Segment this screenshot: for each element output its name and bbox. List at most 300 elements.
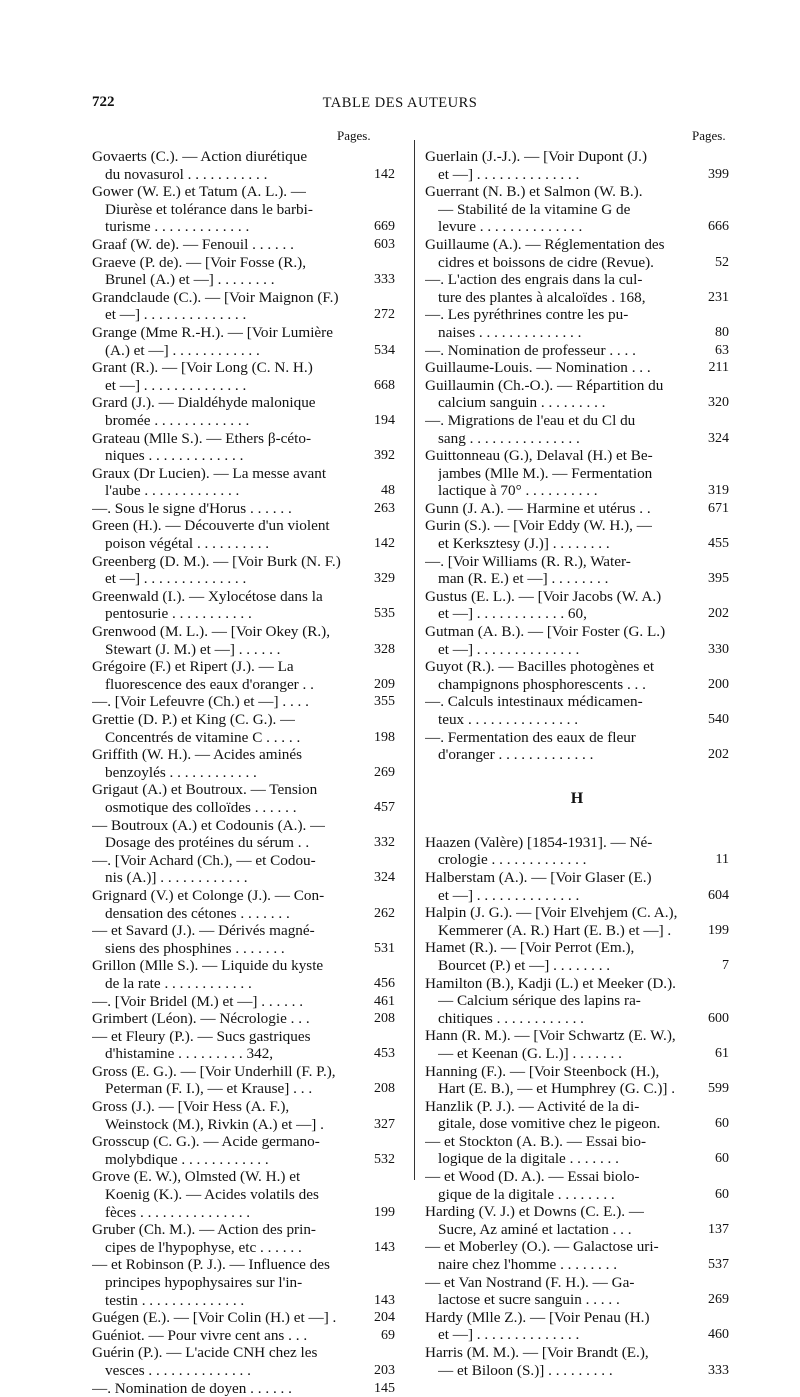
index-line (92, 289, 395, 307)
index-page-ref: 604 (708, 887, 729, 903)
index-entry-text: Grosscup (C. G.). — Acide germano- (92, 1133, 320, 1151)
index-entry-text: Grandclaude (C.). — [Voir Maignon (F.) (92, 288, 339, 306)
index-page-ref (389, 465, 395, 483)
index-line (425, 746, 729, 764)
index-page-ref (389, 1256, 395, 1274)
index-line (92, 1204, 395, 1222)
index-line (92, 482, 395, 500)
index-line (92, 166, 395, 184)
index-page-ref (389, 1063, 395, 1081)
index-entry-text: du novasurol . . . . . . . . . . . (105, 165, 268, 183)
index-entry-text: sang . . . . . . . . . . . . . . . (438, 429, 580, 447)
index-entry-text: chitiques . . . . . . . . . . . . (438, 1009, 584, 1027)
index-line (92, 905, 395, 923)
index-line (92, 1327, 395, 1345)
index-line (425, 1115, 729, 1133)
index-page-ref: 7 (722, 957, 729, 973)
index-line (92, 887, 395, 905)
index-page-ref (723, 1133, 729, 1151)
index-entry-text: Grégoire (F.) et Ripert (J.). — La (92, 658, 294, 676)
index-page-ref: 534 (374, 342, 395, 358)
index-page-ref: 209 (374, 676, 395, 692)
index-entry-text: Kemmerer (A. R.) Hart (E. B.) et —] . (438, 921, 672, 939)
index-line (92, 869, 395, 887)
index-line (425, 482, 729, 500)
index-page-ref (389, 887, 395, 905)
index-line (92, 412, 395, 430)
index-page-ref (389, 746, 395, 764)
index-entry-text: — Calcium sérique des lapins ra- (438, 992, 641, 1010)
index-line (92, 218, 395, 236)
index-entry-text: Greenberg (D. M.). — [Voir Burk (N. F.) (92, 552, 341, 570)
index-page-ref: 328 (374, 641, 395, 657)
index-entry-text: gitale, dose vomitive chez le pigeon. (438, 1115, 661, 1133)
index-page-ref: 333 (374, 272, 395, 288)
index-line (92, 1380, 395, 1397)
index-page-ref (389, 922, 395, 940)
index-line (425, 430, 729, 448)
index-entry-text: de la rate . . . . . . . . . . . . (105, 974, 252, 992)
index-line (92, 1080, 395, 1098)
index-page-ref: 461 (374, 993, 395, 1009)
index-entry-text: Grant (R.). — [Voir Long (C. N. H.) (92, 359, 313, 377)
index-page-ref (389, 1344, 395, 1362)
index-page-ref: 48 (381, 483, 395, 499)
index-page-ref (723, 236, 729, 254)
index-line (92, 1362, 395, 1380)
index-entry-text: Koenig (K.). — Acides volatils des (105, 1186, 319, 1204)
index-line (425, 342, 729, 360)
index-line (425, 517, 729, 535)
index-entry-text: Sucre, Az aminé et lactation . . . (438, 1220, 632, 1238)
index-entry-text: — et Stockton (A. B.). — Essai bio- (425, 1132, 647, 1150)
index-entry-text: osmotique des colloïdes . . . . . . (105, 798, 297, 816)
index-entry-text: Guyot (R.). — Bacilles photogènes et (425, 658, 655, 676)
index-entry-text: bromée . . . . . . . . . . . . . (105, 411, 250, 429)
pages-label-right: Pages. (692, 128, 726, 143)
index-page-ref (389, 201, 395, 219)
index-entry-text: nis (A.)] . . . . . . . . . . . . (105, 869, 248, 887)
index-entry-text: —. Fermentation des eaux de fleur (425, 728, 636, 746)
index-page-ref (389, 183, 395, 201)
index-line (92, 940, 395, 958)
index-page-ref: 143 (374, 1292, 395, 1308)
index-line (425, 535, 729, 553)
index-entry-text: Gruber (Ch. M.). — Action des prin- (92, 1221, 316, 1239)
index-entry-text: Guillaume (A.). — Réglementation des (425, 235, 665, 253)
index-line (92, 993, 395, 1011)
index-page-ref: 137 (708, 1221, 729, 1237)
index-entry-text: et Kerksztesy (J.)] . . . . . . . . (438, 535, 610, 553)
index-entry-text: ture des plantes à alcaloïdes . 168, (438, 288, 646, 306)
right-column (425, 148, 729, 1379)
index-line (425, 148, 729, 166)
index-entry-text: Hann (R. M.). — [Voir Schwartz (E. W.), (425, 1027, 676, 1045)
index-line (92, 1045, 395, 1063)
index-page-ref: 231 (708, 289, 729, 305)
index-line (92, 781, 395, 799)
index-entry-text: fèces . . . . . . . . . . . . . . . (105, 1203, 251, 1221)
index-line (92, 641, 395, 659)
index-page-ref: 603 (374, 236, 395, 252)
index-line (92, 1010, 395, 1028)
index-page-ref: 262 (374, 905, 395, 921)
index-page-ref: 671 (708, 500, 729, 516)
index-page-ref (723, 1203, 729, 1221)
index-line (92, 676, 395, 694)
index-page-ref (389, 658, 395, 676)
index-line (92, 852, 395, 870)
index-entry-text: — et Van Nostrand (F. H.). — Ga- (425, 1273, 635, 1291)
index-entry-text: Grateau (Mlle S.). — Ethers β-céto- (92, 429, 312, 447)
index-page-ref: 332 (374, 835, 395, 851)
index-entry-text: (A.) et —] . . . . . . . . . . . . (105, 341, 260, 359)
index-page-ref: 456 (374, 975, 395, 991)
index-entry-text: — et Moberley (O.). — Galactose uri- (425, 1238, 659, 1256)
index-page-ref (723, 553, 729, 571)
index-page-ref: 204 (374, 1310, 395, 1326)
index-line (92, 324, 395, 342)
index-line (92, 922, 395, 940)
index-page-ref (389, 781, 395, 799)
index-line (92, 1063, 395, 1081)
index-line (425, 1080, 729, 1098)
index-page-ref: 540 (708, 712, 729, 727)
index-entry-text: calcium sanguin . . . . . . . . . (438, 394, 606, 412)
index-page-ref: 330 (708, 641, 729, 657)
index-line (425, 166, 729, 184)
index-page-ref: 535 (374, 606, 395, 622)
index-entry-text: turisme . . . . . . . . . . . . . (105, 218, 250, 236)
index-entry-text: Graux (Dr Lucien). — La messe avant (92, 464, 327, 482)
index-entry-text: Grettie (D. P.) et King (C. G.). — (92, 711, 296, 728)
index-entry-text: teux . . . . . . . . . . . . . . . (438, 711, 579, 728)
index-entry-text: naire chez l'homme . . . . . . . . (438, 1256, 618, 1274)
index-page-ref: 269 (708, 1292, 729, 1308)
index-line (92, 605, 395, 623)
index-line (92, 1221, 395, 1239)
index-line (425, 218, 729, 236)
index-line (425, 465, 729, 483)
index-entry-text: — Stabilité de la vitamine G de (438, 200, 631, 218)
index-page-ref: 537 (708, 1257, 729, 1273)
index-line (92, 1151, 395, 1169)
index-entry-text: —. Les pyréthrines contre les pu- (425, 306, 629, 324)
index-page-ref (723, 1168, 729, 1186)
index-page-ref (389, 957, 395, 975)
index-line (425, 1168, 729, 1186)
index-line (92, 342, 395, 360)
index-page-ref: 460 (708, 1327, 729, 1343)
pages-label-left: Pages. (337, 128, 371, 143)
index-page-ref: 63 (715, 342, 729, 358)
index-entry-text: Gross (E. G.). — [Voir Underhill (F. P.), (92, 1062, 336, 1080)
index-entry-text: Grenwood (M. L.). — [Voir Okey (R.), (92, 623, 331, 641)
index-entry-text: Gustus (E. L.). — [Voir Jacobs (W. A.) (425, 587, 662, 605)
index-entry-text: Guérin (P.). — L'acide CNH chez les (92, 1344, 318, 1362)
index-line (425, 1150, 729, 1168)
index-entry-text: cipes de l'hypophyse, etc . . . . . . (105, 1238, 302, 1256)
index-line (425, 975, 729, 993)
index-line (92, 517, 395, 535)
index-entry-text: Griffith (W. H.). — Acides aminés (92, 746, 303, 764)
index-line (92, 1116, 395, 1134)
index-page-ref: 208 (374, 1081, 395, 1097)
index-page-ref (723, 658, 729, 676)
index-page-ref: 455 (708, 536, 729, 552)
index-entry-text: Grard (J.). — Dialdéhyde malonique (92, 394, 316, 412)
index-line (92, 570, 395, 588)
index-entry-text: Graaf (W. de). — Fenouil . . . . . . (92, 235, 294, 253)
index-page-ref: 60 (715, 1186, 729, 1202)
index-entry-text: gique de la digitale . . . . . . . . (438, 1185, 615, 1203)
index-entry-text: Diurèse et tolérance dans le barbi- (105, 200, 313, 218)
index-line (92, 729, 395, 747)
index-entry-text: — et Wood (D. A.). — Essai biolo- (425, 1168, 640, 1186)
index-page-ref (723, 1344, 729, 1362)
index-line (92, 1292, 395, 1310)
index-entry-text: —. Sous le signe d'Horus . . . . . . (92, 499, 292, 517)
index-entry-text: —. Nomination de doyen . . . . . . (92, 1379, 292, 1397)
index-line (425, 1309, 729, 1327)
index-page-ref (723, 729, 729, 747)
index-line (425, 834, 729, 852)
index-entry-text: Hamet (R.). — [Voir Perrot (Em.), (425, 939, 635, 957)
index-entry-text: Stewart (J. M.) et —] . . . . . . (105, 640, 281, 658)
index-line (425, 1186, 729, 1204)
index-page-ref (389, 517, 395, 535)
index-entry-text: et —] . . . . . . . . . . . . . . (438, 640, 580, 658)
index-entry-text: poison végétal . . . . . . . . . . (105, 535, 270, 553)
index-entry-text: Greenwald (I.). — Xylocétose dans la (92, 587, 323, 605)
index-entry-text: Gower (W. E.) et Tatum (A. L.). — (92, 183, 307, 201)
index-line (425, 412, 729, 430)
index-page-ref (389, 817, 395, 835)
index-line (92, 271, 395, 289)
index-page-ref (389, 254, 395, 272)
index-line (425, 1274, 729, 1292)
index-entry-text: et —] . . . . . . . . . . . . . . (105, 306, 247, 324)
index-line (92, 430, 395, 448)
index-page-ref (723, 148, 729, 166)
index-line (425, 1238, 729, 1256)
index-page-ref (389, 324, 395, 342)
index-entry-text: —. [Voir Williams (R. R.), Water- (425, 552, 631, 570)
index-entry-text: Grove (E. W.), Olmsted (W. H.) et (92, 1168, 301, 1186)
index-entry-text: Dosage des protéines du sérum . . (105, 834, 310, 852)
index-page-ref: 327 (374, 1116, 395, 1132)
index-line (425, 992, 729, 1010)
index-entry-text: Hanning (F.). — [Voir Steenbock (H.), (425, 1062, 660, 1080)
index-page-ref: 80 (715, 324, 729, 340)
index-entry-text: Peterman (F. I.), — et Krause] . . . (105, 1080, 313, 1098)
index-entry-text: — et Fleury (P.). — Sucs gastriques (92, 1027, 311, 1045)
index-entry-text: —. Calculs intestinaux médicamen- (425, 693, 643, 711)
index-page-ref (723, 377, 729, 395)
index-entry-text: Gunn (J. A.). — Harmine et utérus . . (425, 499, 651, 517)
index-entry-text: principes hypophysaires sur l'in- (105, 1274, 303, 1291)
index-entry-text: —. Migrations de l'eau et du Cl du (425, 411, 636, 429)
index-page-ref (723, 465, 729, 483)
index-line (425, 922, 729, 940)
index-entry-text: —. [Voir Achard (Ch.), — et Codou- (92, 851, 316, 869)
index-line (425, 236, 729, 254)
index-line (92, 693, 395, 711)
index-entry-text: —. [Voir Lefeuvre (Ch.) et —] . . . . (92, 693, 309, 711)
index-entry-text: — et Robinson (P. J.). — Influence des (92, 1256, 330, 1274)
index-entry-text: Green (H.). — Découverte d'un violent (92, 517, 330, 535)
index-entry-text: Guittonneau (G.), Delaval (H.) et Be- (425, 447, 653, 465)
index-line (425, 394, 729, 412)
index-page-ref: 202 (708, 747, 729, 763)
index-entry-text: Grignard (V.) et Colonge (J.). — Con- (92, 886, 325, 904)
index-page-ref: 457 (374, 799, 395, 815)
index-page-ref: 199 (374, 1204, 395, 1220)
index-page-ref (723, 183, 729, 201)
index-page-ref: 319 (708, 483, 729, 499)
index-entry-text: Guerlain (J.-J.). — [Voir Dupont (J.) (425, 148, 648, 165)
index-entry-text: vesces . . . . . . . . . . . . . . (105, 1361, 251, 1379)
index-page-ref: 329 (374, 571, 395, 587)
index-entry-text: et —] . . . . . . . . . . . . . . (438, 886, 580, 904)
index-entry-text: Grimbert (Léon). — Nécrologie . . . (92, 1010, 310, 1028)
index-line (425, 447, 729, 465)
index-page-ref: 324 (374, 870, 395, 886)
index-page-ref: 52 (715, 254, 729, 270)
index-page-ref (389, 852, 395, 870)
index-entry-text: —. Nomination de professeur . . . . (425, 341, 636, 359)
index-page-ref (389, 588, 395, 606)
index-line (425, 254, 729, 272)
index-line (425, 904, 729, 922)
index-page-ref (723, 412, 729, 430)
index-line (425, 1256, 729, 1274)
index-entry-text: et —] . . . . . . . . . . . . 60, (438, 605, 587, 623)
index-line (425, 500, 729, 518)
index-entry-text: Govaerts (C.). — Action diurétique (92, 148, 308, 165)
index-entry-text: Weinstock (M.), Rivkin (A.) et —] . (105, 1115, 324, 1133)
index-line (92, 1274, 395, 1292)
index-entry-text: et —] . . . . . . . . . . . . . . (438, 165, 580, 183)
index-line (425, 851, 729, 869)
index-entry-text: jambes (Mlle M.). — Fermentation (438, 464, 653, 482)
index-line (92, 1186, 395, 1204)
index-entry-text: niques . . . . . . . . . . . . . (105, 447, 244, 465)
index-page-ref: 392 (374, 448, 395, 464)
index-entry-text: benzoylés . . . . . . . . . . . . (105, 763, 257, 781)
index-line (425, 324, 729, 342)
index-page-ref: 69 (381, 1327, 395, 1343)
index-entry-text: Grange (Mme R.-H.). — [Voir Lumière (92, 323, 333, 341)
index-entry-text: logique de la digitale . . . . . . . (438, 1150, 619, 1168)
index-line (425, 939, 729, 957)
index-page-ref: 395 (708, 571, 729, 587)
index-page-ref (723, 1238, 729, 1256)
index-page-ref: 194 (374, 412, 395, 428)
index-page-ref: 600 (708, 1010, 729, 1026)
index-entry-text: d'histamine . . . . . . . . . 342, (105, 1045, 274, 1063)
index-page-ref (723, 939, 729, 957)
index-entry-text: molybdique . . . . . . . . . . . . (105, 1150, 269, 1168)
index-line (425, 201, 729, 219)
index-line (425, 623, 729, 641)
index-line (425, 1362, 729, 1380)
index-page-ref (723, 1274, 729, 1292)
index-line (425, 605, 729, 623)
index-entry-text: Guégen (E.). — [Voir Colin (H.) et —] . (92, 1309, 337, 1327)
index-entry-text: Concentrés de vitamine C . . . . . (105, 728, 301, 746)
index-page-ref: 333 (708, 1362, 729, 1378)
index-line (425, 1045, 729, 1063)
index-page-ref (723, 271, 729, 289)
index-entry-text: Brunel (A.) et —] . . . . . . . . (105, 271, 275, 289)
index-page-ref: 531 (374, 940, 395, 956)
index-line (425, 1098, 729, 1116)
index-page-ref: 263 (374, 500, 395, 516)
index-page-ref: 142 (374, 166, 395, 182)
index-entry-text: Harris (M. M.). — [Voir Brandt (E.), (425, 1344, 649, 1361)
index-line (92, 957, 395, 975)
index-entry-text: Halberstam (A.). — [Voir Glaser (E.) (425, 868, 652, 886)
index-entry-text: Halpin (J. G.). — [Voir Elvehjem (C. A.), (425, 904, 678, 922)
index-page-ref (723, 623, 729, 641)
running-title: TABLE DES AUTEURS (322, 95, 478, 111)
index-page-ref (723, 306, 729, 324)
index-page-ref (723, 693, 729, 711)
index-entry-text: Gurin (S.). — [Voir Eddy (W. H.), — (425, 517, 652, 535)
index-page-ref (389, 1186, 395, 1204)
section-letter-heading: H (570, 789, 584, 807)
index-line (425, 1221, 729, 1239)
index-line (92, 1133, 395, 1151)
index-entry-text: Grigaut (A.) et Boutroux. — Tension (92, 781, 318, 799)
index-line (425, 570, 729, 588)
index-line (92, 975, 395, 993)
index-entry-text: pentosurie . . . . . . . . . . . (105, 605, 252, 623)
index-page-ref: 145 (374, 1380, 395, 1396)
index-line (425, 1063, 729, 1081)
index-page-ref: 142 (374, 536, 395, 552)
index-line (425, 729, 729, 747)
index-line (425, 693, 729, 711)
index-line (92, 1309, 395, 1327)
index-entry-text: Hart (E. B.), — et Humphrey (G. C.)] . (438, 1080, 676, 1098)
index-entry-text: lactose et sucre sanguin . . . . . (438, 1291, 620, 1309)
index-line (92, 711, 395, 729)
index-line (92, 834, 395, 852)
index-entry-text: — et Biloon (S.)] . . . . . . . . . (438, 1361, 613, 1379)
index-line (425, 1291, 729, 1309)
index-page-ref (723, 834, 729, 852)
index-page-ref (389, 359, 395, 377)
index-entry-text: Guillaume-Louis. — Nomination . . . (425, 359, 651, 377)
index-line (425, 1344, 729, 1362)
index-entry-text: Guéniot. — Pour vivre cent ans . . . (92, 1326, 308, 1344)
index-page-ref (723, 992, 729, 1010)
index-page-ref (389, 1098, 395, 1116)
index-entry-text: et —] . . . . . . . . . . . . . . (105, 570, 247, 588)
index-line (425, 553, 729, 571)
index-entry-text: Graeve (P. de). — [Voir Fosse (R.), (92, 253, 306, 271)
index-line (92, 746, 395, 764)
index-line (425, 676, 729, 694)
index-page-ref (723, 975, 729, 993)
index-entry-text: fluorescence des eaux d'oranger . . (105, 675, 314, 693)
index-line (92, 588, 395, 606)
index-line (425, 887, 729, 905)
index-line (92, 1239, 395, 1257)
index-line (425, 271, 729, 289)
